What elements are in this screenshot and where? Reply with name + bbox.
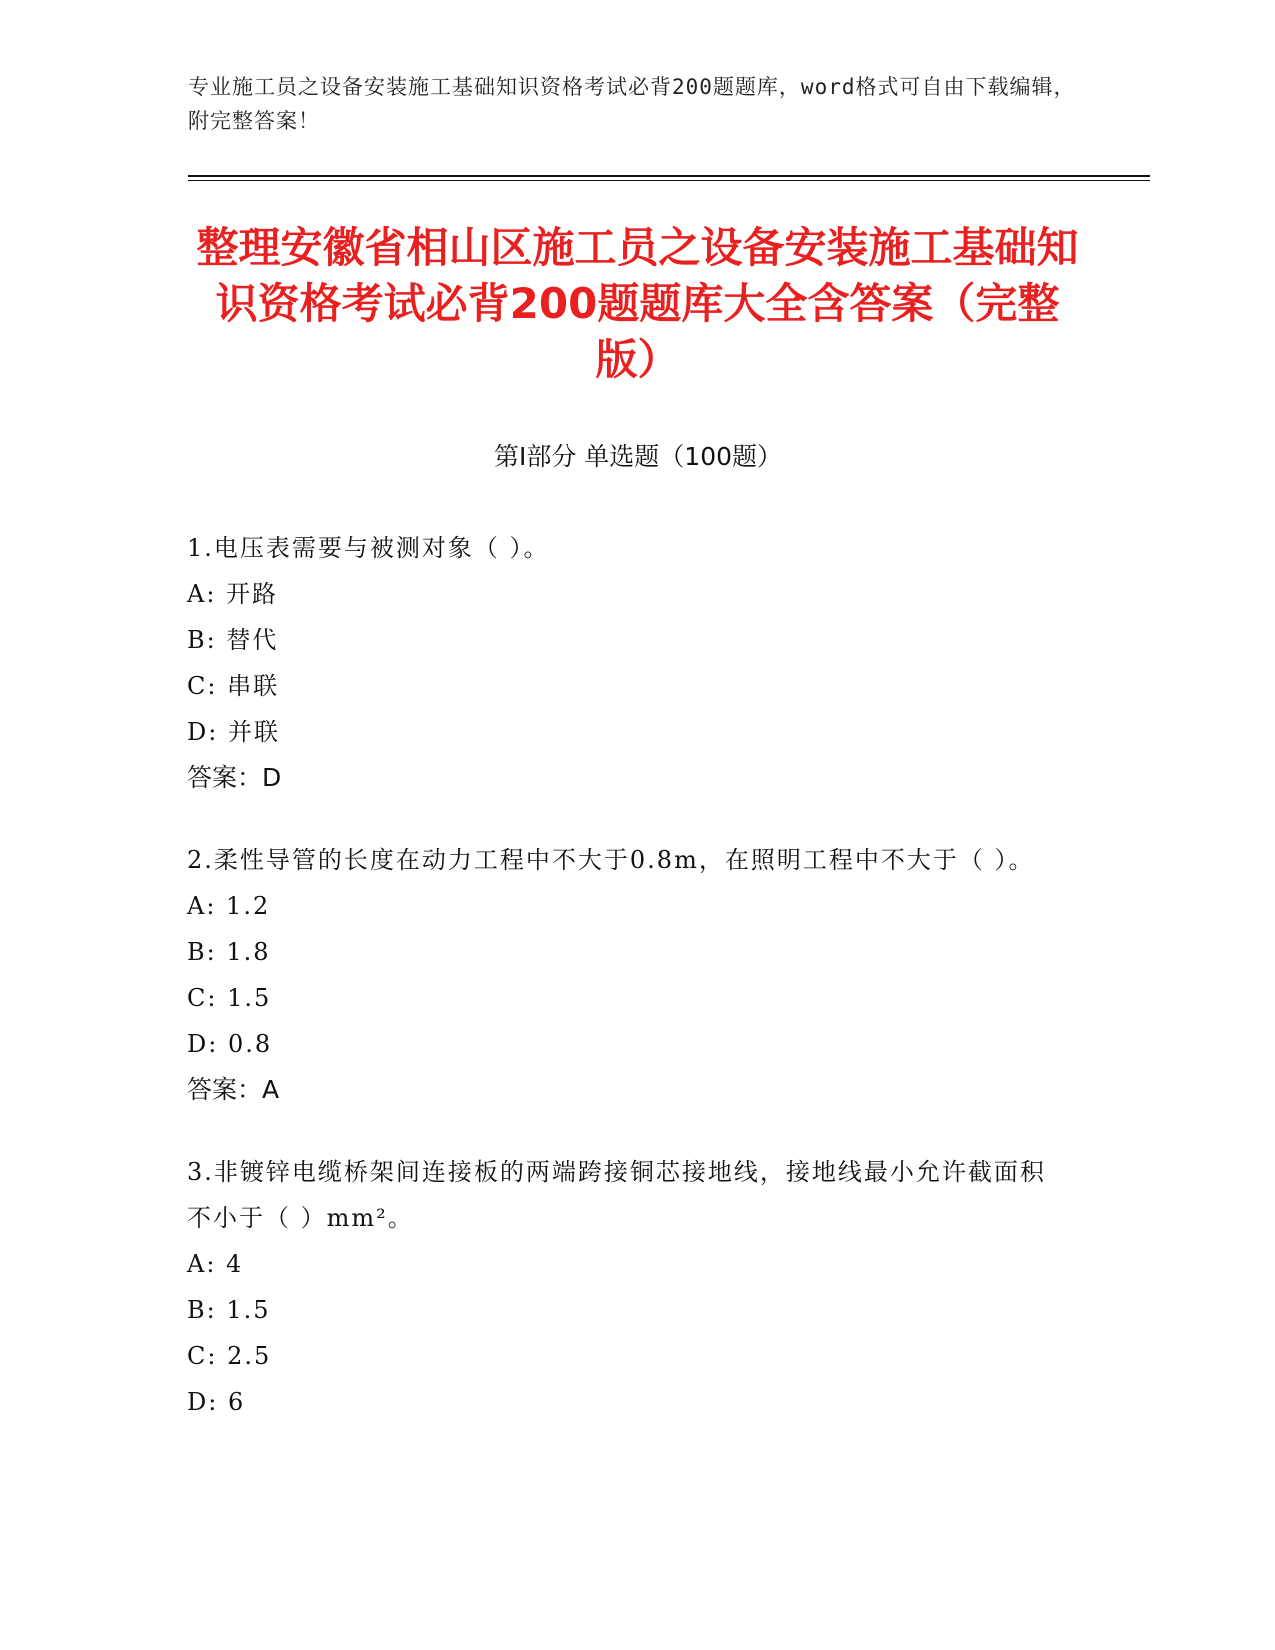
document-title: 整理安徽省相山区施工员之设备安装施工基础知识资格考试必背200题题库大全含答案（完整版） <box>196 223 1079 384</box>
option-a: A: 开路 <box>187 580 279 608</box>
question-stem: 3.非镀锌电缆桥架间连接板的两端跨接铜芯接地线，接地线最小允许截面积不小于（ ）mm²。 <box>187 1158 1046 1232</box>
question-list <box>187 525 1067 1461</box>
question-item <box>187 837 1067 1113</box>
question-stem: 2.柔性导管的长度在动力工程中不大于0.8m，在照明工程中不大于（ ）。 <box>187 846 1035 874</box>
option-d: D: 并联 <box>187 718 280 746</box>
option-c: C: 1.5 <box>187 984 272 1012</box>
option-d: D: 6 <box>187 1388 246 1416</box>
answer: 答案：D <box>187 763 282 792</box>
option-b: B: 替代 <box>187 626 279 654</box>
question-stem: 1.电压表需要与被测对象（ ）。 <box>187 534 550 562</box>
header-divider <box>188 175 1150 181</box>
section-title: 第Ⅰ部分 单选题（100题） <box>493 442 783 471</box>
answer: 答案：A <box>187 1075 280 1104</box>
question-item <box>187 525 1067 801</box>
option-a: A: 4 <box>187 1250 244 1278</box>
header-note: 专业施工员之设备安装施工基础知识资格考试必背200题题库，word格式可自由下载编辑，附完整答案！ <box>188 75 1076 133</box>
option-d: D: 0.8 <box>187 1030 273 1058</box>
option-b: B: 1.5 <box>187 1296 271 1324</box>
question-item <box>187 1149 1067 1425</box>
option-b: B: 1.8 <box>187 938 271 966</box>
option-c: C: 串联 <box>187 672 280 700</box>
option-c: C: 2.5 <box>187 1342 272 1370</box>
option-a: A: 1.2 <box>187 892 271 920</box>
